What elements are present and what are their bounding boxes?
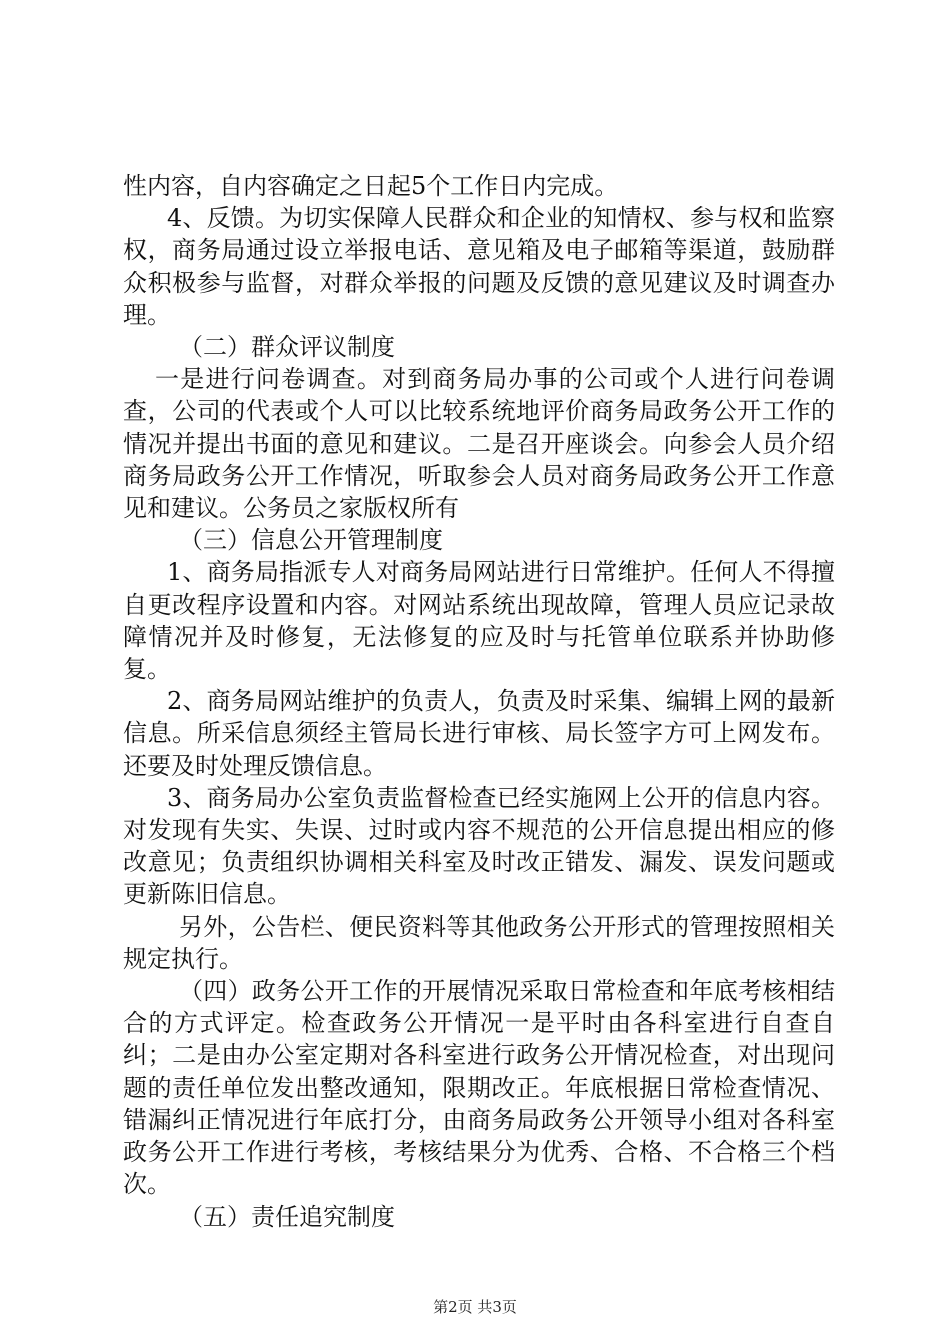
paragraph-evaluation: （四）政务公开工作的开展情况采取日常检查和年底考核相结合的方式评定。检查政务公开情况一是平时由各科室进行自查自纠；二是由办公室定期对各科室进行政务公开情况检查，对出现问题的责任单位发出整改通知，限期改正。年底根据日常检查情况、错漏纠正情况进行年底打分，由商务局政务公开领导小组对各科室政务公开工作进行考核，考核结果分为优秀、合格、不合格三个档次。 xyxy=(123,977,835,1199)
document-body xyxy=(123,170,835,1233)
paragraph-feedback: 4、反馈。为切实保障人民群众和企业的知情权、参与权和监察权，商务局通过设立举报电话、意见箱及电子邮箱等渠道，鼓励群众积极参与监督，对群众举报的问题及反馈的意见建议及时调查办理。 xyxy=(123,204,835,329)
paragraph-website-responsible: 2、商务局网站维护的负责人，负责及时采集、编辑上网的最新信息。所采信息须经主管局长进行审核、局长签字方可上网发布。还要及时处理反馈信息。 xyxy=(123,687,835,780)
paragraph-public-review: 一是进行问卷调查。对到商务局办事的公司或个人进行问卷调查，公司的代表或个人可以比较系统地评价商务局政务公开工作的情况并提出书面的意见和建议。二是召开座谈会。向参会人员介绍商务局政务公开工作情况，听取参会人员对商务局政务公开工作意见和建议。公务员之家版权所有 xyxy=(123,365,835,523)
paragraph-other-forms: 另外，公告栏、便民资料等其他政务公开形式的管理按照相关规定执行。 xyxy=(123,912,835,973)
section-heading-info-management: （三）信息公开管理制度 xyxy=(179,526,443,555)
section-heading-public-review: （二）群众评议制度 xyxy=(179,333,395,362)
paragraph-website-maintenance: 1、商务局指派专人对商务局网站进行日常维护。任何人不得擅自更改程序设置和内容。对网站系统出现故障，管理人员应记录故障情况并及时修复，无法修复的应及时与托管单位联系并协助修复。 xyxy=(123,558,835,684)
section-heading-accountability: （五）责任追究制度 xyxy=(179,1202,395,1231)
page-number-footer: 第2页 共3页 xyxy=(433,1298,517,1316)
paragraph-continuation: 性内容，自内容确定之日起5个工作日内完成。 xyxy=(123,172,619,200)
paragraph-office-supervision: 3、商务局办公室负责监督检查已经实施网上公开的信息内容。对发现有失实、失误、过时或内容不规范的公开信息提出相应的修改意见；负责组织协调相关科室及时改正错发、漏发、误发问题或更新陈旧信息。 xyxy=(123,783,835,909)
